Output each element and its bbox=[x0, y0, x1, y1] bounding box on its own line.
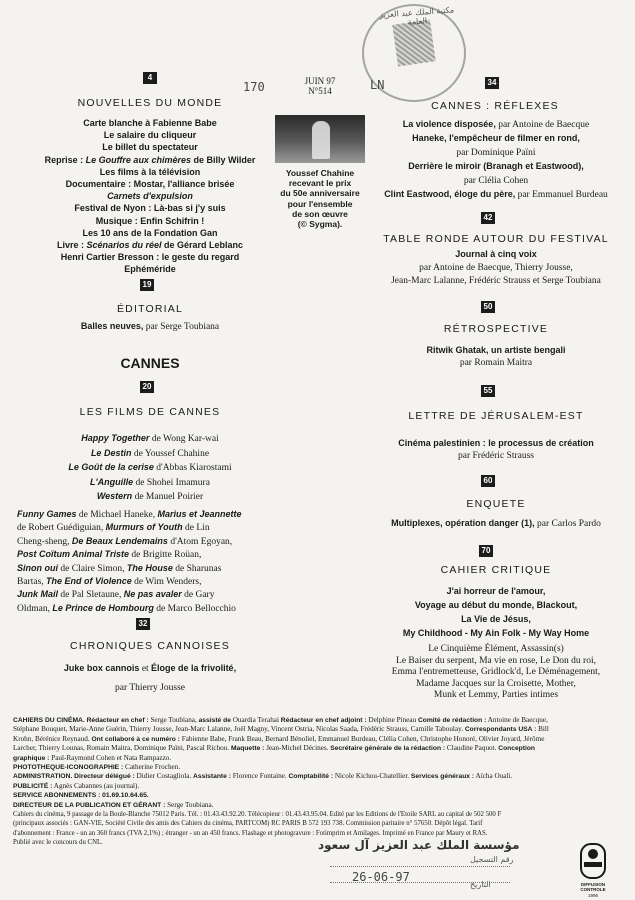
caption-line: du 50e anniversaire bbox=[280, 188, 360, 199]
nouvelles-item bbox=[40, 228, 260, 240]
article-author: par Clélia Cohen bbox=[463, 175, 529, 186]
table-ronde-author-line: Jean-Marc Lalanne, Frédéric Strauss et Serge Toubiana bbox=[391, 275, 601, 286]
credits-text: Larcher, Thierry Lounas, Romain Maitra, Dominique Païni, Pascal Richou. bbox=[13, 744, 231, 753]
film-director: Cheng-sheng, bbox=[17, 536, 72, 547]
film-director: Oldman, bbox=[17, 603, 53, 614]
film-director: de Marco Bellocchio bbox=[153, 603, 236, 614]
critique-other-line: Le Baiser du serpent, Ma vie en rose, Le Don du roi, bbox=[396, 655, 596, 666]
credits-label: PHOTOTHEQUE-ICONOGRAPHIE : bbox=[13, 764, 124, 772]
credits-label: Assistante : bbox=[193, 773, 231, 781]
enquete-headline: Multiplexes, opération danger (1), bbox=[391, 518, 535, 528]
film-director: de Wim Wenders, bbox=[131, 577, 202, 588]
date-label: التاريخ bbox=[470, 880, 491, 889]
nouvelles-item-text: Les films à la télévision bbox=[99, 166, 201, 177]
film-director: d'Atom Egoyan, bbox=[167, 536, 233, 547]
section-title-retrospective: RÉTROSPECTIVE bbox=[443, 323, 549, 335]
nouvelles-item bbox=[40, 252, 260, 264]
film-title: The End of Violence bbox=[46, 576, 132, 587]
credits-label: Services généraux : bbox=[410, 773, 475, 781]
credits-text: Serge Toubiana, bbox=[148, 716, 199, 724]
film-director: de Wong Kar-wai bbox=[149, 434, 219, 444]
film-list-line bbox=[17, 535, 272, 548]
critique-featured-line: Voyage au début du monde, Blackout, bbox=[414, 600, 578, 610]
page-number-55: 55 bbox=[481, 385, 495, 397]
film-title: Le Destin bbox=[90, 447, 132, 458]
section-title-nouvelles: NOUVELLES DU MONDE bbox=[77, 97, 223, 109]
credits-label: PUBLICITÉ : bbox=[13, 782, 53, 790]
page-number-60: 60 bbox=[481, 475, 495, 487]
handwritten-mark: LN bbox=[370, 78, 385, 92]
nouvelles-item bbox=[40, 264, 260, 276]
article-author: par Dominique Païni bbox=[456, 147, 536, 158]
issue-number: N°514 bbox=[308, 86, 332, 96]
logo-year: 1996 bbox=[587, 893, 598, 898]
caption-line: (© Sygma). bbox=[297, 219, 343, 230]
film-list-line bbox=[17, 588, 272, 601]
logo-text: DIFFUSION CONTROLE bbox=[580, 882, 606, 892]
article-headline: La violence disposée, bbox=[402, 119, 496, 129]
film-director: de Lin bbox=[182, 523, 210, 534]
stamp-text: مكتبة الملك عبد العزيز العامة bbox=[378, 5, 455, 27]
film-title: Murmurs of Youth bbox=[105, 522, 183, 533]
chroniques-headline-a: Juke box cannois bbox=[63, 663, 140, 673]
critique-featured-line: La Vie de Jésus, bbox=[461, 614, 531, 624]
credits-label: Conception bbox=[498, 745, 536, 753]
section-title-enquete: ENQUETE bbox=[466, 498, 526, 510]
enquete-author: par Carlos Pardo bbox=[534, 519, 601, 529]
caption-line: recevant le prix bbox=[288, 178, 352, 189]
section-title-films-cannes: LES FILMS DE CANNES bbox=[79, 406, 221, 418]
chroniques-entry bbox=[30, 663, 270, 675]
nouvelles-item-text: Le salaire du cliqueur bbox=[103, 130, 197, 141]
critique-other-line: Madame Jacques sur la Croisette, Mother, bbox=[416, 678, 576, 689]
caption-line: de son œuvre bbox=[292, 208, 348, 219]
date-line bbox=[330, 882, 510, 883]
nouvelles-item-text: Le Gouffre aux chimères bbox=[85, 154, 191, 165]
section-title-chroniques: CHRONIQUES CANNOISES bbox=[70, 640, 230, 652]
nouvelles-item bbox=[40, 191, 260, 203]
reflexes-list bbox=[365, 118, 627, 202]
editorial-headline: Balles neuves, bbox=[80, 321, 144, 331]
credits-address: Cahiers du cinéma, 9 passage de la Boule-Blanche 75012 Paris. Tél. : 01.43.43.92.20. Télécopieur : 01.43.43.95.04. Edité par les Editions de l'Etoile SARL au capital de 502 500 F bbox=[13, 811, 502, 819]
nouvelles-item-text: Scénarios du réel bbox=[86, 240, 162, 251]
section-title-editorial: ÉDITORIAL bbox=[116, 303, 184, 315]
credits-label: Comptabilité : bbox=[288, 773, 334, 781]
retrospective-headline: Ritwik Ghatak, un artiste bengali bbox=[426, 345, 566, 355]
film-director: de Pal Sletaune, bbox=[58, 590, 124, 601]
critique-featured-line: J'ai horreur de l'amour, bbox=[446, 586, 546, 596]
handwritten-number: 170 bbox=[243, 80, 265, 94]
film-entry bbox=[40, 461, 260, 476]
nouvelles-item bbox=[40, 179, 260, 191]
nouvelles-item-text: Carnets d'expulsion bbox=[107, 191, 193, 202]
credits-label: ADMINISTRATION. Directeur délégué : bbox=[13, 773, 135, 781]
nouvelles-item-text: Henri Cartier Bresson : le geste du regard bbox=[60, 252, 240, 263]
film-director: de Manuel Poirier bbox=[132, 492, 204, 503]
nouvelles-item bbox=[40, 118, 260, 130]
credits-cnl: Publié avec le concours du CNL. bbox=[13, 839, 103, 847]
credits-label: SERVICE ABONNEMENTS : 01.69.10.64.65. bbox=[13, 792, 149, 800]
page-number-34: 34 bbox=[485, 77, 499, 89]
nouvelles-item-text: de Billy Wilder bbox=[190, 154, 256, 165]
nouvelles-item bbox=[40, 240, 260, 252]
article-author: par Emmanuel Burdeau bbox=[515, 190, 608, 201]
credits-text: Aïcha Ouali. bbox=[474, 772, 513, 781]
section-title-table-ronde: TABLE RONDE AUTOUR DU FESTIVAL bbox=[383, 233, 609, 245]
chroniques-headline-b: Éloge de la frivolité, bbox=[151, 663, 237, 673]
film-list-line bbox=[17, 508, 272, 521]
credits-label: CAHIERS DU CINÉMA. Rédacteur en chef : bbox=[13, 717, 149, 724]
film-director: Bartas, bbox=[17, 577, 47, 588]
film-entry bbox=[40, 432, 260, 447]
nouvelles-item bbox=[40, 216, 260, 228]
editorial-author: par Serge Toubiana bbox=[143, 322, 220, 332]
page-number-70: 70 bbox=[479, 545, 493, 557]
nouvelles-item-text: Ephéméride bbox=[124, 264, 176, 275]
film-title: The House bbox=[126, 562, 173, 573]
register-line bbox=[330, 866, 510, 867]
nouvelles-item-text: Les 10 ans de la Fondation Gan bbox=[82, 227, 218, 238]
article-headline: Derrière le miroir (Branagh et Eastwood), bbox=[408, 161, 584, 172]
credits-label: Ont collaboré à ce numéro : bbox=[91, 735, 180, 743]
nouvelles-item bbox=[40, 167, 260, 179]
films-cannes-others bbox=[17, 508, 272, 615]
table-ronde-author-line: par Antoine de Baecque, Thierry Jousse, bbox=[419, 263, 573, 273]
cahier-critique-others bbox=[360, 644, 632, 702]
film-director: de Gary bbox=[181, 590, 215, 601]
film-list-line bbox=[17, 562, 272, 575]
critique-other-line: Le Cinquième Élément, Assassin(s) bbox=[428, 644, 564, 654]
credits-text: Paul-Raymond Cohen et Nata Rampazzo. bbox=[49, 753, 172, 762]
page-number-50: 50 bbox=[481, 301, 495, 313]
article-headline: Clint Eastwood, éloge du père, bbox=[384, 189, 516, 200]
credits-text: Nicole Kichou-Chatellier. bbox=[333, 772, 411, 781]
film-list-line bbox=[17, 602, 272, 615]
arabic-stamp: مؤسسة الملك عبد العزيز آل سعود bbox=[318, 838, 520, 852]
credits-label: Correspondants USA : bbox=[464, 726, 537, 734]
film-director: d'Abbas Kiarostami bbox=[153, 463, 232, 474]
nouvelles-item-text: Livre : bbox=[56, 240, 87, 251]
nouvelles-item-text: Documentaire : Mostar, l'alliance brisée bbox=[65, 179, 235, 190]
film-title: Western bbox=[96, 491, 133, 502]
credits-text: Claudine Paquot. bbox=[445, 744, 499, 753]
register-label: رقم التسجيل bbox=[470, 855, 514, 864]
film-title: Le Prince de Hombourg bbox=[52, 602, 154, 613]
credits-text: Ouardia Terahai bbox=[230, 716, 281, 724]
film-title: Marius et Jeannette bbox=[157, 509, 242, 519]
reflexes-item bbox=[365, 175, 627, 188]
film-list-line bbox=[17, 575, 272, 588]
nouvelles-item bbox=[40, 142, 260, 154]
section-title-jerusalem: LETTRE DE JÉRUSALEM-EST bbox=[408, 410, 584, 422]
film-title: Sinon oui bbox=[17, 562, 58, 573]
credits-label: Secrétaire générale de la rédaction : bbox=[330, 745, 446, 753]
nouvelles-item-text: Musique : Enfin Schifrin ! bbox=[95, 215, 205, 226]
jerusalem-headline: Cinéma palestinien : le processus de création bbox=[398, 438, 594, 448]
films-cannes-featured bbox=[40, 432, 260, 505]
enquete-entry bbox=[360, 518, 632, 530]
page-number-19: 19 bbox=[140, 279, 154, 291]
film-entry bbox=[40, 476, 260, 491]
nouvelles-item-text: de Gérard Leblanc bbox=[161, 240, 244, 251]
photo-caption bbox=[272, 168, 368, 229]
critique-other-line: Munk et Lemmy, Parties intimes bbox=[433, 690, 559, 701]
credits-label: graphique : bbox=[13, 754, 50, 762]
film-entry bbox=[40, 447, 260, 462]
nouvelles-item-text: Festival de Nyon : Là-bas si j'y suis bbox=[74, 203, 226, 214]
credits-text: Krohn, Bérénice Reynaud. bbox=[13, 734, 92, 743]
page-number-42: 42 bbox=[481, 212, 495, 224]
page-number-4: 4 bbox=[143, 72, 157, 84]
reflexes-item bbox=[365, 132, 627, 146]
handwritten-date: 26-06-97 bbox=[352, 870, 410, 884]
chroniques-author: par Thierry Jousse bbox=[114, 683, 185, 693]
credits-subscription: d'abonnement : France - un an 360 francs (TVA 2,1%) ; étranger - un an 450 francs. Flashage et photogravure : Fotimprim et Amilages. Imprimé en France par Maury et RAS. bbox=[13, 829, 488, 837]
critique-other-line: Emma l'entremetteuse, Gridlock'd, Le Déménagement, bbox=[391, 667, 601, 678]
credits-label: DIRECTEUR DE LA PUBLICATION ET GÉRANT : bbox=[13, 801, 166, 809]
credits-text: Stéphane Bouquet, Marie-Anne Guérin, Thierry Jousse, Jean-Marc Lalanne, Joël Magny, Vincent Ostria, Nicolas Saada, Frédéric Strauss, Camille Taboulay. bbox=[13, 725, 465, 734]
credits-label: Maquette : bbox=[230, 745, 265, 753]
credits-text: Fabienne Babe, Frank Beau, Bernard Bénoliel, Emmanuel Burdeau, Clélia Cohen, Christophe Honoré, Olivier Joyard, Jérôme bbox=[179, 734, 545, 743]
chroniques-mid: et bbox=[139, 664, 152, 674]
nouvelles-item bbox=[40, 203, 260, 215]
film-director: de Brigitte Roüan, bbox=[129, 550, 202, 561]
reflexes-item bbox=[365, 118, 627, 132]
page-number-20: 20 bbox=[140, 381, 154, 393]
film-director: de Shohei Imamura bbox=[133, 477, 210, 488]
caption-line: Youssef Chahine bbox=[285, 168, 355, 178]
credits-label: assisté de bbox=[198, 717, 231, 724]
cannes-heading: CANNES bbox=[120, 355, 180, 371]
credits-text: Catherine Frochen. bbox=[123, 763, 181, 772]
credits-text: Jean-Michel Décines. bbox=[264, 744, 331, 753]
credits-text: Florence Fontaine. bbox=[230, 772, 289, 781]
film-title: Post Coïtum Animal Triste bbox=[17, 549, 130, 560]
photo-figure-icon bbox=[312, 121, 330, 159]
film-title: Ne pas avaler bbox=[123, 589, 182, 600]
credits-text: Bill bbox=[536, 725, 549, 734]
film-director: de Sharunas bbox=[172, 563, 222, 574]
editorial-entry bbox=[40, 321, 260, 333]
film-title: Happy Together bbox=[81, 433, 150, 443]
film-entry bbox=[40, 490, 260, 505]
retrospective-author: par Romain Maitra bbox=[459, 358, 533, 368]
film-title: Le Goût de la cerise bbox=[68, 462, 154, 473]
section-title-cannes-reflexes: CANNES : RÉFLEXES bbox=[431, 100, 559, 112]
jerusalem-author: par Frédéric Strauss bbox=[458, 451, 534, 461]
nouvelles-list bbox=[40, 118, 260, 277]
film-list-line bbox=[17, 521, 272, 534]
section-title-cahier-critique: CAHIER CRITIQUE bbox=[440, 564, 552, 576]
table-ronde-authors bbox=[365, 262, 627, 287]
nouvelles-item bbox=[40, 130, 260, 142]
table-ronde-headline: Journal à cinq voix bbox=[455, 249, 537, 259]
credits-legal: (principaux associés : GAN-VIE, Société Civile des amis des Cahiers du cinéma, PARTCOM) RC PARIS B 572 193 738. Commission paritaire n° 57650. Dépôt légal. Tarif bbox=[13, 820, 483, 828]
caption-line: pour l'ensemble bbox=[287, 198, 353, 209]
credits-text: Didier Costagliola. bbox=[134, 772, 194, 781]
article-author: par Antoine de Baecque bbox=[495, 120, 590, 130]
credits-text: Agnès Cabannes (au journal). bbox=[52, 781, 140, 790]
diffusion-controle-logo-icon bbox=[578, 842, 608, 882]
nouvelles-item bbox=[40, 155, 260, 167]
credits-text: Serge Toubiana. bbox=[165, 800, 214, 809]
reflexes-item bbox=[365, 188, 627, 202]
cahier-critique-featured bbox=[360, 584, 632, 640]
film-director: de Robert Guédiguian, bbox=[17, 523, 106, 534]
page-number-32: 32 bbox=[136, 618, 150, 630]
film-title: L'Anguille bbox=[90, 476, 134, 487]
credits-text: Antoine de Baecque, bbox=[486, 716, 548, 724]
film-director: de Claire Simon, bbox=[58, 563, 127, 574]
nouvelles-item-text: Le billet du spectateur bbox=[102, 142, 198, 153]
credits-label: Rédacteur en chef adjoint : bbox=[280, 717, 367, 724]
issue-date: JUIN 97 bbox=[304, 76, 336, 86]
article-headline: Haneke, l'empêcheur de filmer en rond, bbox=[412, 133, 580, 144]
critique-featured-line: My Childhood - My Ain Folk - My Way Home bbox=[402, 628, 590, 638]
film-director: de Youssef Chahine bbox=[131, 448, 210, 459]
credits-label: Comité de rédaction : bbox=[417, 717, 487, 724]
reflexes-item bbox=[365, 147, 627, 160]
reflexes-item bbox=[365, 160, 627, 174]
film-title: Funny Games bbox=[17, 509, 77, 519]
film-list-line bbox=[17, 548, 272, 561]
nouvelles-item-text: Reprise : bbox=[44, 154, 86, 165]
nouvelles-item-text: Carte blanche à Fabienne Babe bbox=[83, 118, 217, 128]
credits-block bbox=[13, 716, 609, 848]
film-title: De Beaux Lendemains bbox=[71, 535, 168, 546]
credits-text: Delphine Pineau bbox=[366, 716, 418, 724]
film-title: Junk Mail bbox=[17, 589, 59, 600]
film-director: de Michael Haneke, bbox=[76, 510, 158, 520]
